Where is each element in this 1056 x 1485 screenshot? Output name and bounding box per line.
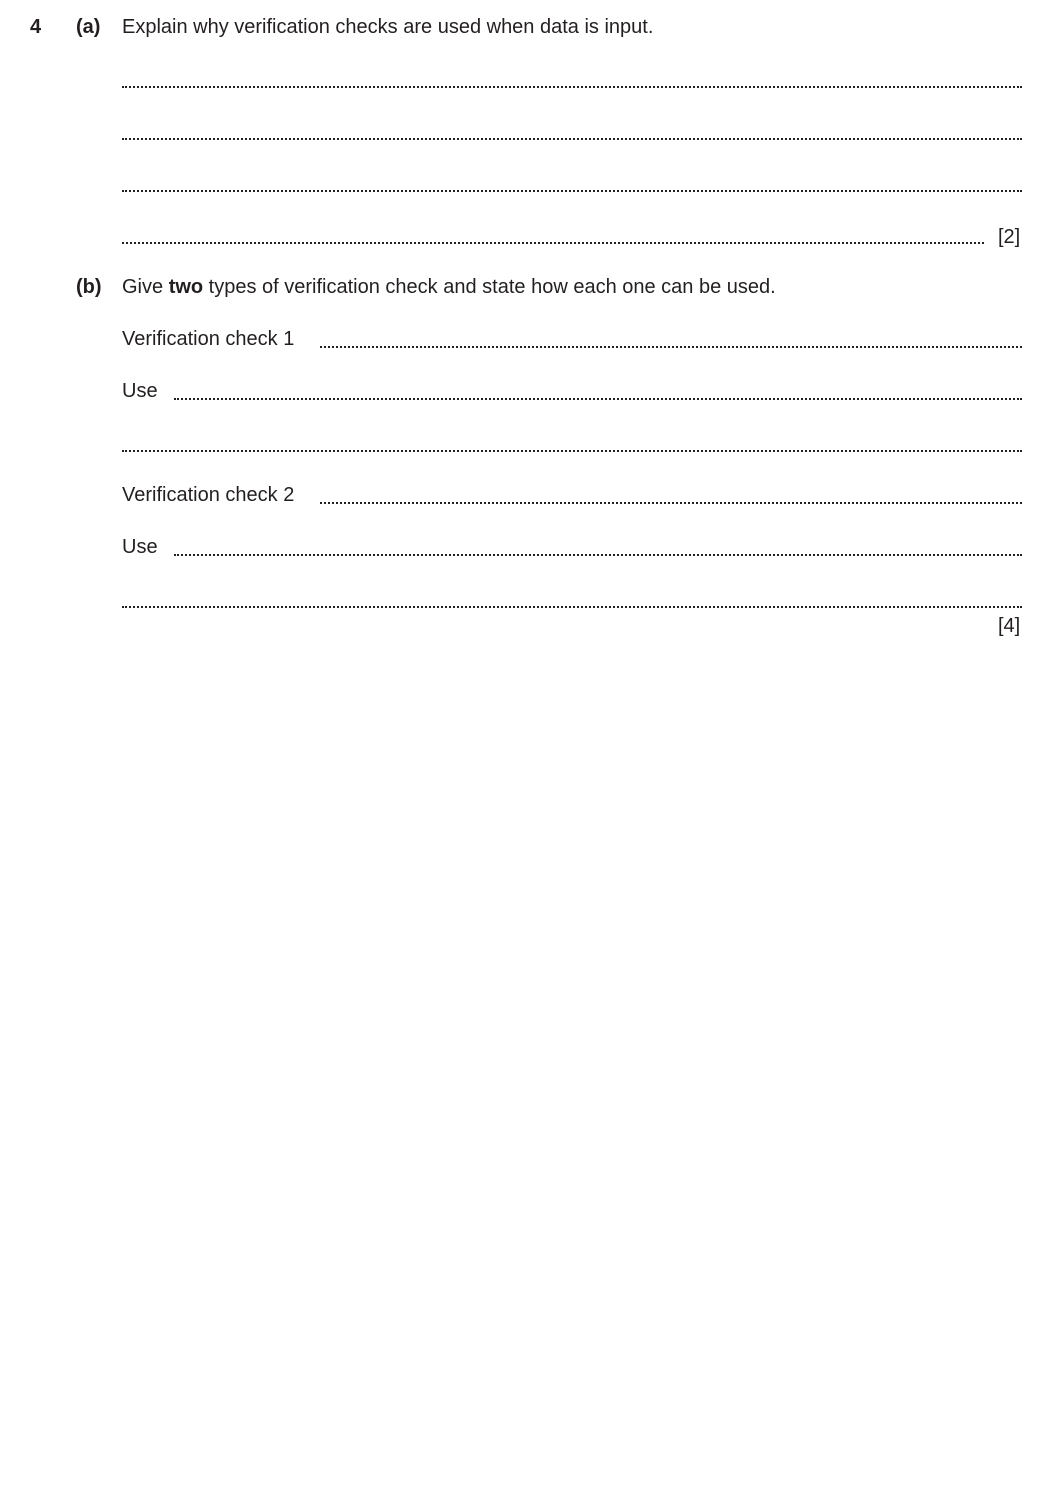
part-a-label: (a) [76, 16, 101, 38]
answer-line-use1-cont[interactable] [122, 450, 1022, 452]
answer-line-a3[interactable] [122, 190, 1022, 192]
answer-line-use1[interactable] [174, 398, 1022, 400]
answer-line-a4[interactable] [122, 242, 984, 244]
part-b-text-after: types of verification check and state how each one can be used. [203, 276, 776, 298]
question-number: 4 [30, 16, 42, 38]
part-a-question-text: Explain why verification checks are used when data is input. [122, 16, 654, 38]
part-b-marks: [4] [998, 615, 1021, 637]
use1-label: Use [122, 380, 158, 402]
answer-line-a1[interactable] [122, 86, 1022, 88]
check1-label: Verification check 1 [122, 328, 295, 350]
use2-label: Use [122, 536, 158, 558]
part-a-marks: [2] [998, 226, 1021, 248]
part-b-text-bold: two [168, 276, 204, 298]
answer-line-use2[interactable] [174, 554, 1022, 556]
answer-line-check2[interactable] [320, 502, 1022, 504]
answer-line-a2[interactable] [122, 138, 1022, 140]
part-b-question-text [122, 276, 776, 299]
answer-line-use2-cont[interactable] [122, 606, 1022, 608]
check2-label: Verification check 2 [122, 484, 295, 506]
answer-line-check1[interactable] [320, 346, 1022, 348]
part-b-label: (b) [76, 276, 102, 298]
part-b-text-before: Give [122, 276, 169, 298]
